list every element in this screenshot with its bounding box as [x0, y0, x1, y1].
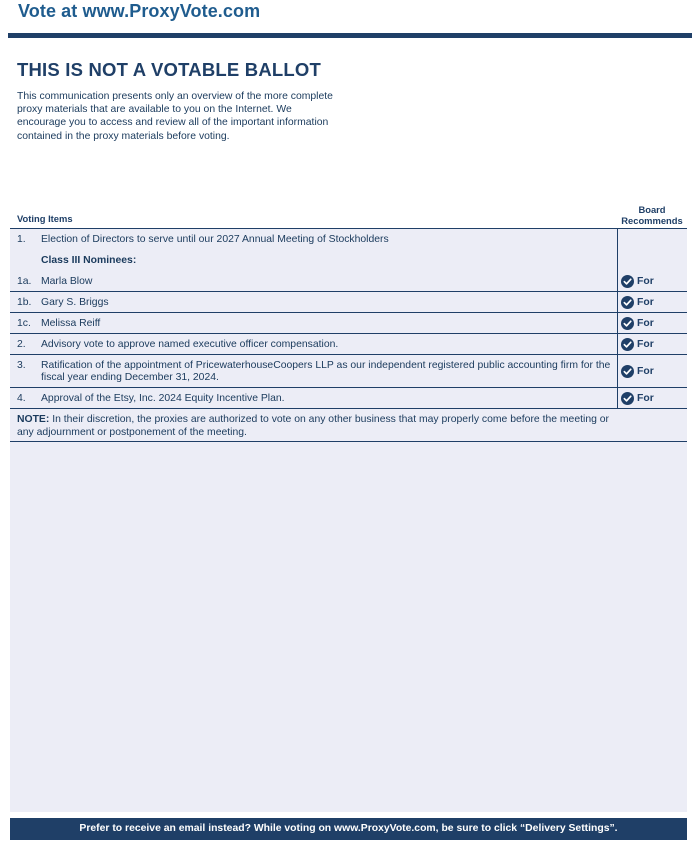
note-text — [17, 414, 617, 439]
intro-text: This communication presents only an overview of the more complete proxy materials that are available to you on the Internet. We encourage you to access and review all of the important information contained in the proxy materials before voting. — [17, 91, 333, 142]
item-number: 2. — [17, 339, 26, 350]
check-circle-icon — [621, 338, 634, 351]
divider — [10, 333, 687, 334]
voting-item-nominee: Marla Blow — [41, 276, 93, 287]
board-recommendation — [621, 317, 654, 330]
footer-delivery-settings: Prefer to receive an email instead? While voting on www.ProxyVote.com, be sure to click “Delivery Settings”. — [10, 818, 687, 840]
voting-item-nominee: Melissa Reiff — [41, 318, 101, 329]
board-recommendation — [621, 338, 654, 351]
header-proxyvote: Vote at www.ProxyVote.com — [18, 1, 261, 21]
header-divider — [8, 33, 692, 38]
divider — [10, 441, 687, 442]
board-recommendation — [621, 392, 654, 405]
item-number: 1. — [17, 234, 26, 245]
divider — [10, 291, 687, 292]
voting-item-compensation: Advisory vote to approve named executive officer compensation. — [41, 339, 339, 350]
recommendation-label: For — [637, 393, 654, 404]
page-title: THIS IS NOT A VOTABLE BALLOT — [17, 59, 321, 80]
nominee-class-heading: Class III Nominees: — [41, 255, 137, 266]
board-recommendation — [621, 275, 654, 288]
check-circle-icon — [621, 392, 634, 405]
voting-item-election: Election of Directors to serve until our 2027 Annual Meeting of Stockholders — [41, 234, 389, 245]
divider — [10, 228, 687, 229]
recommendation-label: For — [637, 318, 654, 329]
voting-item-nominee: Gary S. Briggs — [41, 297, 109, 308]
board-recommendation — [621, 296, 654, 309]
check-circle-icon — [621, 365, 634, 378]
board-recommendation — [621, 365, 654, 378]
note-label: NOTE: — [17, 414, 50, 425]
column-header-board-recommends: Board Recommends — [621, 204, 683, 226]
item-number: 1b. — [17, 297, 32, 308]
column-header-voting-items: Voting Items — [17, 213, 73, 224]
item-number: 3. — [17, 360, 26, 371]
recommendation-label: For — [637, 276, 654, 287]
check-circle-icon — [621, 296, 634, 309]
divider — [10, 387, 687, 388]
recommendation-label: For — [637, 339, 654, 350]
column-divider — [617, 228, 618, 409]
divider — [10, 408, 687, 409]
check-circle-icon — [621, 317, 634, 330]
recommendation-label: For — [637, 366, 654, 377]
note-body: In their discretion, the proxies are authorized to vote on any other business that may properly come before the meeting or any adjournment or postponement of the meeting. — [17, 414, 609, 438]
recommendation-label: For — [637, 297, 654, 308]
divider — [10, 312, 687, 313]
voting-item-equity-plan: Approval of the Etsy, Inc. 2024 Equity Incentive Plan. — [41, 393, 285, 404]
item-number: 4. — [17, 393, 26, 404]
divider — [10, 354, 687, 355]
check-circle-icon — [621, 275, 634, 288]
item-number: 1a. — [17, 276, 32, 287]
voting-item-ratification: Ratification of the appointment of PricewaterhouseCoopers LLP as our independent registered public accounting firm for the fiscal year ending December 31, 2024. — [41, 360, 611, 383]
voting-panel — [10, 228, 687, 812]
item-number: 1c. — [17, 318, 31, 329]
